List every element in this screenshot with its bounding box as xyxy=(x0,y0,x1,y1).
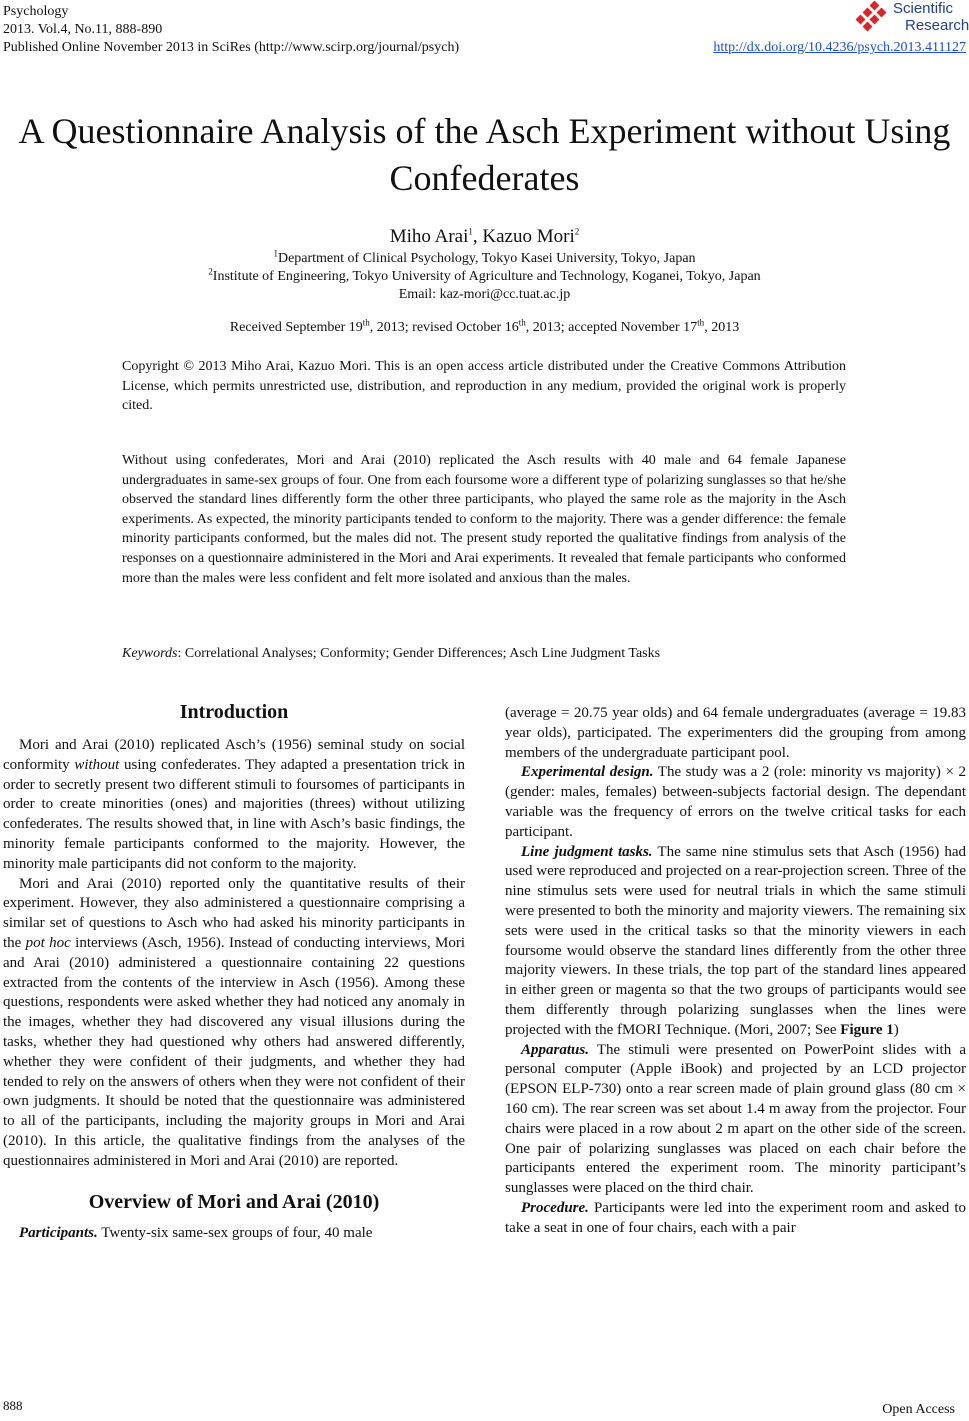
design-paragraph: Experimental design. The study was a 2 (role: minority vs majority) × 2 (gender: males, females) between-subjects factorial design. The dependant variable was the frequency of errors on the twelve critical tasks for each participant. xyxy=(505,764,966,840)
figure-reference: Figure 1 xyxy=(840,1021,894,1038)
author-sup: 2 xyxy=(574,226,580,237)
author-separator: , xyxy=(472,226,483,247)
procedure-paragraph: Procedure. Participants were led into the experiment room and asked to take a seat in one of four chairs, each with a pair xyxy=(505,1199,966,1236)
keywords xyxy=(122,646,660,662)
received-dates xyxy=(0,317,969,336)
left-column xyxy=(3,700,465,1243)
affil-text: Institute of Engineering, Tokyo University of Agriculture and Technology, Koganei, Tokyo, Japan xyxy=(212,269,761,284)
received-part: Received September 19 xyxy=(229,320,363,335)
title-line1: A Questionnaire Analysis of the Asch Experiment without Using xyxy=(18,111,951,151)
author-name: Miho Arai xyxy=(389,226,469,247)
page-number: 888 xyxy=(3,1398,23,1413)
received-sup: th xyxy=(362,317,370,328)
author-name: Kazuo Mori xyxy=(482,226,575,247)
keywords-list: : Correlational Analyses; Conformity; Gender Differences; Asch Line Judgment Tasks xyxy=(177,646,661,661)
journal-header xyxy=(3,3,459,57)
received-part: , 2013 xyxy=(704,320,740,335)
affiliation-2 xyxy=(0,268,969,285)
doi-link[interactable]: http://dx.doi.org/10.4236/psych.2013.411127 xyxy=(713,40,966,55)
author-email: Email: kaz-mori@cc.tuat.ac.jp xyxy=(398,287,571,302)
journal-name: Psychology xyxy=(3,4,69,19)
affiliation-1 xyxy=(0,250,969,267)
doi-container xyxy=(713,39,966,57)
author-sup: 1 xyxy=(468,226,473,237)
title-line2: Confederates xyxy=(389,158,580,198)
paper-title xyxy=(0,108,969,202)
logo-line2: Research xyxy=(905,17,969,34)
participants-paragraph: Participants. Twenty-six same-sex groups of four, 40 male xyxy=(19,1224,373,1241)
open-access-label: Open Access xyxy=(882,1402,955,1417)
apparatus-paragraph: Apparatus. The stimuli were presented on PowerPoint slides with a personal computer (Apple iBook) and projected by an LCD projector (EPSON ELP-730) onto a rear screen made of plain ground glass (80 cm × 160 cm). The rear screen was set about 1.4 m away from the projector. Four chairs were placed in a row about 2 m apart on the other side of the screen. One pair of polarizing sunglasses was placed on each chair before the participants entered the experiment room. The minority participant’s sunglasses were placed on the third chair. xyxy=(505,1041,966,1197)
section-heading-introduction: Introduction xyxy=(179,701,289,723)
keywords-label: Keywords xyxy=(122,646,178,661)
publisher-logo xyxy=(857,0,967,38)
participants-continued: (average = 20.75 year olds) and 64 female undergraduates (average = 19.83 year olds), participated. The experimenters did the grouping from among members of the undergraduate participant pool. xyxy=(505,705,966,761)
intro-paragraph-2: Mori and Arai (2010) reported only the quantitative results of their experiment. However, they also administered a questionnaire comprising a similar set of questions to Asch who had asked his minority participants in the pot hoc interviews (Asch, 1956). Instead of conducting interviews, Mori and Arai (2010) administered a questionnaire containing 22 questions extracted from the contents of the interview in Asch (1956). Among these questions, respondents were asked whether they had noticed any anomaly in the images, whether they had discovered any visual illusions during the tasks, whether they had questioned why others had answered differently, whether they were confident of their judgments, and whether they had tended to rely on the answers of others when they were not confident of their own judgments. It should be noted that the questionnaire was administered to all of the participants, including the majority groups in Mori and Arai (2010). In this article, the qualitative findings from the analyses of the questionnaires administered in Mori and Arai (2010) are reported. xyxy=(3,875,466,1169)
section-heading-overview: Overview of Mori and Arai (2010) xyxy=(88,1190,380,1213)
line-tasks-paragraph: Line judgment tasks. The same nine stimulus sets that Asch (1956) had used were reproduced and projected on a rear-projection screen. Three of the nine stimulus sets were used for neutral trials in which the same stimuli were presented to both the minority and majority viewers. The remaining six sets were used in the critical tasks so that the minority viewers in each foursome would observe the standard lines differently from the other three majority viewers. In these trials, the top part of the standard lines appeared in either green or magenta so that the two groups of participants would see them differently through polarizing sunglasses when the lines were projected with the fMORI Technique. (Mori, 2007; See Figure 1) xyxy=(505,843,966,1038)
affil-sup: 1 xyxy=(273,248,278,259)
published-line: Published Online November 2013 in SciRes (http://www.scirp.org/journal/psych) xyxy=(3,40,460,55)
affil-sup: 2 xyxy=(208,266,213,277)
author-list xyxy=(0,226,969,248)
intro-paragraph-1: Mori and Arai (2010) replicated Asch’s (1956) seminal study on social conformity without using confederates. They adapted a presentation trick in order to secretly present two different stimuli to foursomes of participants in order to create minorities (ones) and majorities (threes) without utilizing confederates. The results showed that, in line with Asch’s basic findings, the minority female participants conformed to the majority. However, the minority male participants did not conform to the majority. xyxy=(3,737,465,872)
received-sup: th xyxy=(697,317,705,328)
right-column xyxy=(505,704,966,1239)
logo-text xyxy=(893,0,969,34)
copyright-notice: Copyright © 2013 Miho Arai, Kazuo Mori. This is an open access article distributed under the Creative Commons Attribution License, which permits unrestricted use, distribution, and reproduction in any medium, provided the original work is properly cited. xyxy=(122,359,846,414)
affil-text: Department of Clinical Psychology, Tokyo Kasei University, Tokyo, Japan xyxy=(277,251,696,266)
received-part: , 2013; revised October 16 xyxy=(369,320,519,335)
received-part: , 2013; accepted November 17 xyxy=(525,320,698,335)
received-sup: th xyxy=(518,317,526,328)
abstract: Without using confederates, Mori and Arai (2010) replicated the Asch results with 40 male and 64 female Japanese undergraduates in same-sex groups of four. One from each foursome wore a different type of polarizing sunglasses so that he/she observed the standard lines differently form the other three participants, who played the same role as the majority in the Asch experiments. As expected, the minority participants tended to conform to the majority. There was a gender difference: the female minority participants conformed, but the males did not. The present study reported the qualitative findings from analysis of the responses on a questionnaire administered in the Mori and Arai experiments. It revealed that female participants who conformed more than the males were less confident and felt more isolated and anxious than the males. xyxy=(122,453,846,586)
logo-diamonds-icon xyxy=(857,2,891,32)
journal-volume: 2013. Vol.4, No.11, 888-890 xyxy=(3,22,163,37)
logo-line1: Scientific xyxy=(893,0,954,17)
